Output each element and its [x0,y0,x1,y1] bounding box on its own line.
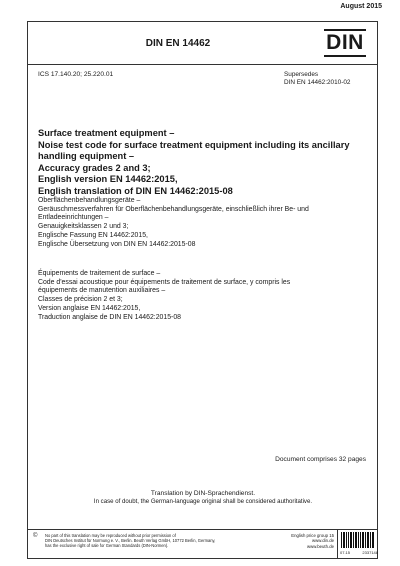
title-french [38,270,368,322]
supersedes-value: DIN EN 14462:2010-02 [284,79,351,86]
title-de-line: Oberflächenbehandlungsgeräte – [38,197,141,204]
edition-code: 07.15 [340,550,351,555]
title-en-line: Accuracy grades 2 and 3; [38,162,151,173]
title-fr-line: Traduction anglaise de DIN EN 14462:2015-08 [38,313,182,321]
title-fr-line: Équipements de traitement de surface – [38,270,161,277]
header-divider [28,64,378,65]
translation-authority: In case of doubt, the German-language original shall be considered authoritative. [93,498,313,505]
standard-number: DIN EN 14462 [145,38,211,49]
publication-date: August 2015 [340,3,382,10]
din-website-link[interactable]: www.din.de [312,538,334,544]
title-en-line: English translation of DIN EN 14462:2015-08 [38,185,233,196]
din-logo [324,29,366,57]
title-german [38,197,368,249]
document-id: 2337148 [362,550,378,555]
title-fr-line: Version anglaise EN 14462:2015, [38,304,141,312]
title-de-line: Genauigkeitsklassen 2 und 3; [38,223,129,231]
title-en-line: English version EN 14462:2015, [38,174,178,184]
copyright-icon: © [33,533,38,539]
title-de-line: Englische Übersetzung von DIN EN 14462:2015-08 [38,240,196,248]
ics-code: ICS 17.140.20; 25.220.01 [38,71,114,78]
copyright-line: has the exclusive right of sale for German Standards (DIN-Normen). [45,543,169,549]
document-codes [340,550,378,555]
footer-vertical-divider [337,530,338,559]
translation-credit: Translation by DIN-Sprachendienst. [150,490,256,497]
title-fr-line: équipements de manutention auxiliaires – [38,287,166,295]
title-de-line: Englische Fassung EN 14462:2015, [38,231,148,239]
logo-bottom-bar [324,55,366,57]
title-fr-line: Code d'essai acoustique pour équipements de traitement de surface, y compris les [38,278,291,286]
barcode-icon [341,532,375,548]
title-en-line: handling equipment – [38,151,135,161]
supersedes-block [284,71,350,87]
footer-divider [28,529,378,530]
copyright-notice [45,533,270,548]
title-english [38,128,358,197]
supersedes-label: Supersedes [284,71,319,78]
translation-note [28,490,378,506]
price-info [286,533,334,549]
logo-text: DIN [326,31,364,54]
copyright-line: No part of this translation may be reproduced without prior permission of [45,533,176,538]
title-de-line: Geräuschmessverfahren für Oberflächenbehandlungsgeräte, einschließlich ihrer Be- und [38,205,309,213]
title-en-line: Surface treatment equipment – [38,128,175,138]
document-page-count: Document comprises 32 pages [275,456,366,463]
title-en-line: Noise test code for surface treatment equipment including its ancillary [38,139,350,150]
title-de-line: Entladeeinrichtungen – [38,214,109,222]
copyright-line: DIN Deutsches Institut für Normung e. V., Berlin. Beuth Verlag GmbH, 10772 Berlin, Germany, [45,538,216,544]
title-fr-line: Classes de précision 2 et 3; [38,296,123,304]
price-group: English price group 15 [291,533,334,538]
beuth-website-link[interactable]: www.beuth.de [307,543,334,549]
